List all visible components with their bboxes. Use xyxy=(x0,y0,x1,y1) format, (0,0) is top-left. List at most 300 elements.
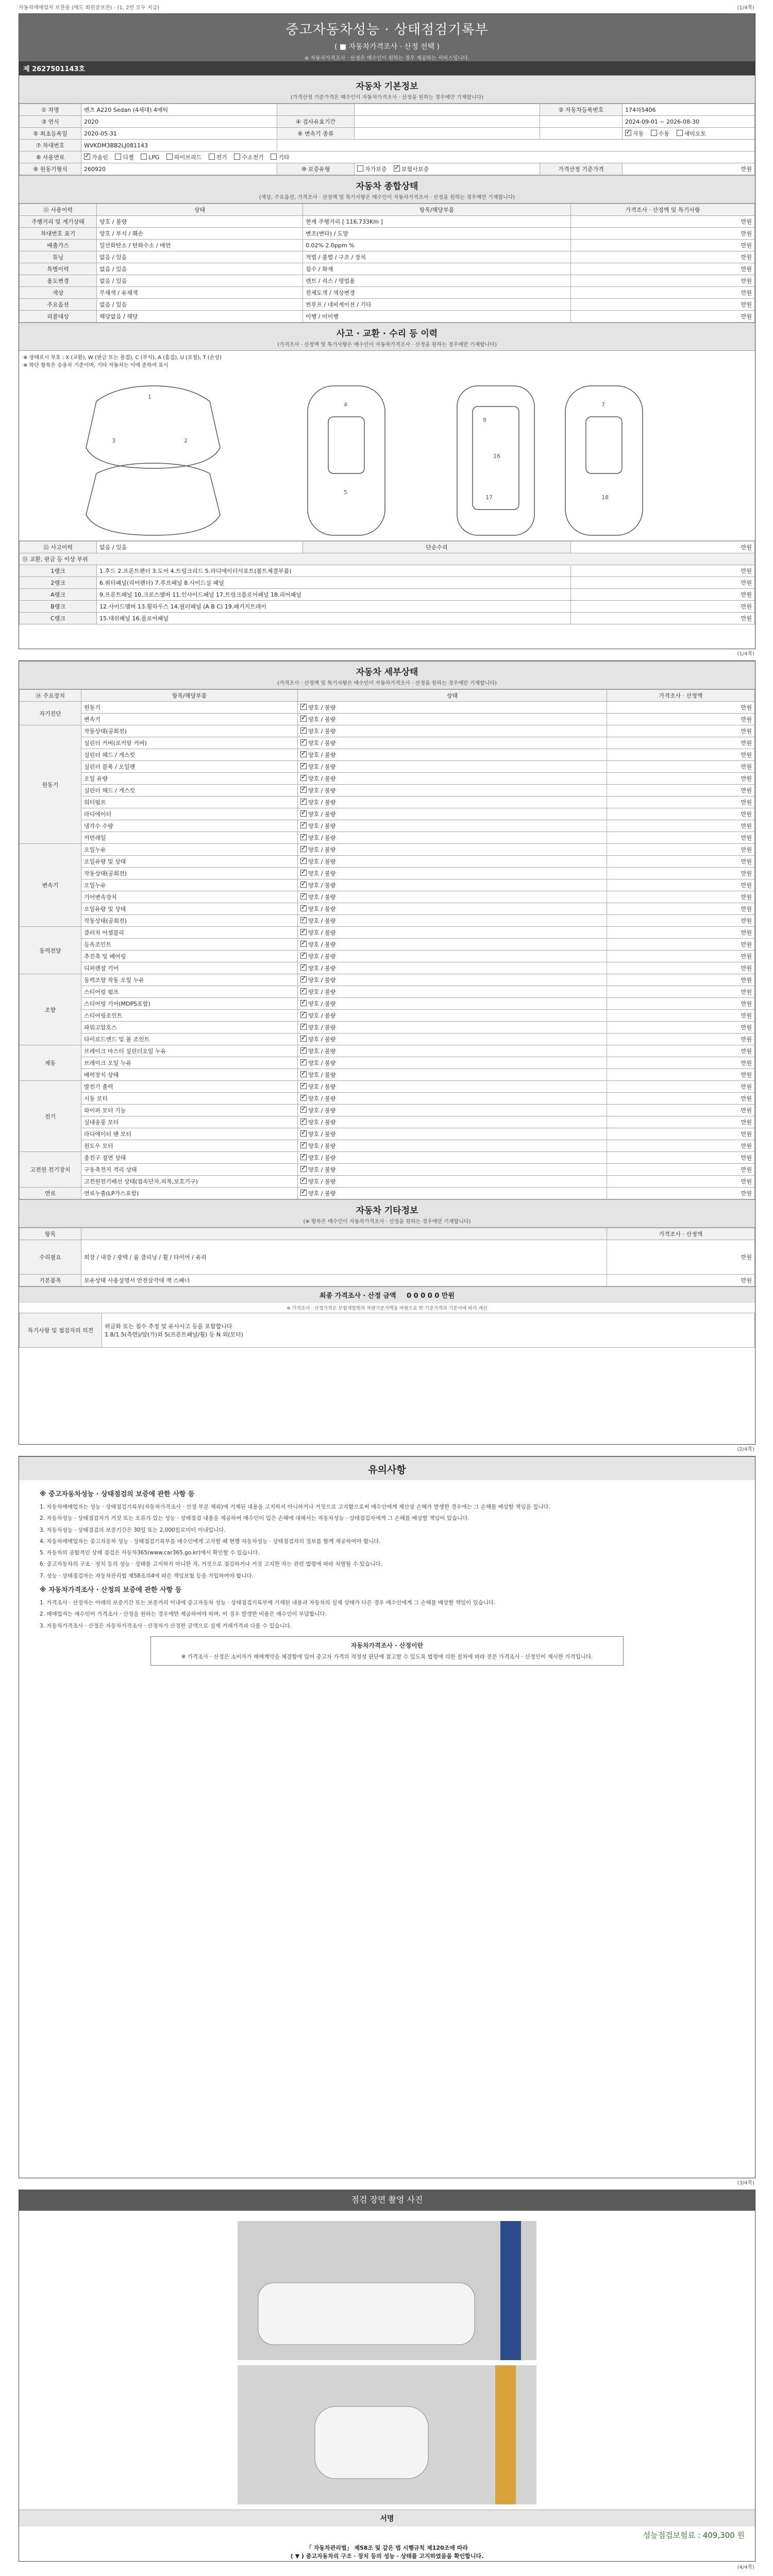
row-state: 양호 / 부식 / 훼손 xyxy=(97,228,303,240)
detail-row xyxy=(20,962,755,974)
detail-state: ✓ 양호 / 불량 xyxy=(298,891,607,903)
detail-item: 실린더 헤드 / 개스킷 xyxy=(81,749,298,761)
detail-price: 만원 xyxy=(607,796,755,808)
row-detail: 썬루프 / 네비게이션 / 기타 xyxy=(303,299,571,311)
notice-title: 유의사항 xyxy=(19,1456,755,1480)
row-state: 없음 / 있음 xyxy=(97,263,303,275)
detail-price: 만원 xyxy=(607,974,755,986)
period: 2024-09-01 ~ 2026-08-30 xyxy=(623,116,755,128)
summary-row xyxy=(20,299,755,311)
checkbox[interactable] xyxy=(300,834,307,840)
parts-items: 12.사이드멤버 13.휠하우스 14.필러패널 (A B C) 19.패키지트레이 xyxy=(97,601,571,613)
summary-row xyxy=(20,311,755,323)
row-detail: 적법 / 불법 / 구조 / 장치 xyxy=(303,251,571,263)
detail-group: 조향 xyxy=(20,974,81,1045)
row-detail: 이행 / 미이행 xyxy=(303,311,571,323)
parts-price: 만원 xyxy=(571,565,755,577)
motor-type: 260920 xyxy=(81,163,277,175)
checkbox[interactable] xyxy=(300,882,307,888)
detail-state: ✓ 양호 / 불량 xyxy=(298,1010,607,1022)
detail-state: ✓ 양호 / 불량 xyxy=(298,1164,607,1176)
detail-state: ✓ 양호 / 불량 xyxy=(298,737,607,749)
row-price: 만원 xyxy=(571,275,755,287)
svg-text:9: 9 xyxy=(483,417,486,423)
detail-state: ✓ 양호 / 불량 xyxy=(298,1128,607,1140)
row-state: 일산화탄소 / 탄화수소 / 매연 xyxy=(97,240,303,251)
row-detail: 0.02% 2.0ppm % xyxy=(303,240,571,251)
detail-price: 만원 xyxy=(607,808,755,820)
detail-item: 실내송풍 모터 xyxy=(81,1116,298,1128)
checkbox[interactable] xyxy=(300,941,307,947)
detail-item: 작동상태(공회전) xyxy=(81,868,298,879)
detail-row xyxy=(20,725,755,737)
checkbox[interactable] xyxy=(300,716,307,722)
checkbox[interactable] xyxy=(300,964,307,971)
detail-price: 만원 xyxy=(607,737,755,749)
page-title: 중고자동차성능 · 상태점검기록부 xyxy=(285,22,489,38)
row-state: 없음 / 있음 xyxy=(97,299,303,311)
checkbox[interactable] xyxy=(357,165,363,172)
checkbox[interactable] xyxy=(300,775,307,781)
detail-price: 만원 xyxy=(607,1176,755,1188)
detail-item: 브레이크 오일 누유 xyxy=(81,1057,298,1069)
checkbox[interactable] xyxy=(394,165,400,172)
checkbox[interactable] xyxy=(300,739,307,745)
summary-title: 자동차 종합상태 xyxy=(19,175,755,193)
inspection-photo-front xyxy=(238,2221,536,2360)
detail-state: ✓ 양호 / 불량 xyxy=(298,927,607,939)
row-label: 튜닝 xyxy=(20,251,97,263)
detail-item: 와이퍼 모터 기능 xyxy=(81,1105,298,1116)
checkbox[interactable] xyxy=(300,810,307,817)
detail-state: ✓ 양호 / 불량 xyxy=(298,773,607,785)
detail-item: 클러치 어셈블리 xyxy=(81,927,298,939)
detail-item: 디퍼렌셜 기어 xyxy=(81,962,298,974)
detail-item: 냉각수 수량 xyxy=(81,820,298,832)
detail-item: 스티어링 기어(MDPS포함) xyxy=(81,998,298,1010)
label: ⑤ 최초등록일 xyxy=(20,128,81,140)
detail-row xyxy=(20,1045,755,1057)
detail-subtitle: (가격조사 · 산정액 및 특기사항은 매수인이 자동차가격조사 · 산정을 원하는 경우에만 기재합니다) xyxy=(19,679,755,689)
checkbox[interactable] xyxy=(300,870,307,876)
detail-state: ✓ 양호 / 불량 xyxy=(298,702,607,714)
transmission-options: ✓ 자동 수동 세미오토 xyxy=(623,128,755,140)
summary-row xyxy=(20,275,755,287)
checkbox[interactable] xyxy=(300,787,307,793)
detail-state: ✓ 양호 / 불량 xyxy=(298,1022,607,1033)
detail-state: ✓ 양호 / 불량 xyxy=(298,808,607,820)
detail-row xyxy=(20,749,755,761)
detail-price: 만원 xyxy=(607,1045,755,1057)
parts-row xyxy=(20,565,755,577)
label: ③ 연식 xyxy=(20,116,81,128)
detail-item: 스티어링 펌프 xyxy=(81,986,298,998)
summary-row xyxy=(20,287,755,299)
row-price: 만원 xyxy=(571,263,755,275)
checkbox[interactable] xyxy=(115,154,121,160)
detail-item: 파워고압호스 xyxy=(81,1022,298,1033)
svg-text:18: 18 xyxy=(601,494,609,501)
price-unit: 만원 xyxy=(623,163,755,175)
detail-state: ✓ 양호 / 불량 xyxy=(298,785,607,796)
detail-state: ✓ 양호 / 불량 xyxy=(298,832,607,844)
detail-item: 배력장치 상태 xyxy=(81,1069,298,1081)
detail-price: 만원 xyxy=(607,844,755,856)
label: ⑩ 보증유형 xyxy=(277,163,355,175)
checkbox[interactable] xyxy=(300,988,307,994)
detail-item: 실린더 커버(로커암 커버) xyxy=(81,737,298,749)
checkbox[interactable] xyxy=(300,1178,307,1184)
checkbox[interactable] xyxy=(300,1107,307,1113)
detail-row xyxy=(20,1022,755,1033)
detail-row xyxy=(20,903,755,915)
checkbox[interactable] xyxy=(625,130,631,136)
detail-item: 구동축전지 격리 상태 xyxy=(81,1164,298,1176)
label: ② 자동차등록번호 xyxy=(540,104,623,116)
row-label: 배출가스 xyxy=(20,240,97,251)
detail-group: 고전원 전기장치 xyxy=(20,1152,81,1188)
accident-legend: ※ 상태표시 부호 : X (교환), W (판금 또는 용접), C (부식), A (흠집), U (요철), T (손상) ※ 하단 항목은 승용차 기준이며, 기타 자동차는 이에 준하여 표시 xyxy=(23,355,222,368)
detail-row xyxy=(20,714,755,725)
detail-row xyxy=(20,1033,755,1045)
detail-row xyxy=(20,1164,755,1176)
row-price: 만원 xyxy=(571,299,755,311)
detail-item: 타이로드엔드 및 볼 조인트 xyxy=(81,1033,298,1045)
detail-price: 만원 xyxy=(607,1128,755,1140)
label: ⑧ 사용연료 xyxy=(20,151,81,163)
title-banner xyxy=(19,14,755,61)
detail-state: ✓ 양호 / 불량 xyxy=(298,915,607,927)
summary-row xyxy=(20,228,755,240)
checkbox[interactable] xyxy=(300,1024,307,1030)
checkbox[interactable] xyxy=(300,1012,307,1018)
checkbox[interactable] xyxy=(300,751,307,757)
checkbox[interactable] xyxy=(300,953,307,959)
svg-text:17: 17 xyxy=(485,494,493,501)
parts-row xyxy=(20,601,755,613)
detail-price: 만원 xyxy=(607,785,755,796)
checkbox[interactable] xyxy=(300,763,307,769)
checkbox[interactable] xyxy=(234,154,240,160)
checkbox[interactable] xyxy=(141,154,147,160)
detail-item: 발전기 출력 xyxy=(81,1081,298,1093)
detail-state: ✓ 양호 / 불량 xyxy=(298,1176,607,1188)
detail-item: 오일누유 xyxy=(81,844,298,856)
detail-item: 연료누출(LP가스포함) xyxy=(81,1188,298,1199)
svg-text:16: 16 xyxy=(493,453,500,460)
notice-paragraph: 7. 성능 · 상태점검자는 자동차관리법 제58조의4에 따른 책임보험 등을 가입하여야 합니다. xyxy=(40,1572,254,1579)
row-label: 색상 xyxy=(20,287,97,299)
checkbox[interactable] xyxy=(300,846,307,852)
summary-row xyxy=(20,216,755,228)
detail-state: ✓ 양호 / 불량 xyxy=(298,1152,607,1164)
parts-row xyxy=(20,577,755,589)
svg-text:7: 7 xyxy=(601,401,605,408)
label: ① 차명 xyxy=(20,104,81,116)
etc-subtitle: (※ 항목은 매수인이 자동차가격조사 · 산정을 원하는 경우에만 기재합니다) xyxy=(19,1217,755,1228)
row-label: 특별이력 xyxy=(20,263,97,275)
notice-paragraph: 2. 자동차성능 · 상태점검자가 거짓 또는 오류가 있는 성능 · 상태점검 내용을 제공하여 매수인이 입은 손해에 대해서는 자동차성능 · 상태점검자에게 그 손해를 배상할 책임이 있습니다. xyxy=(40,1515,469,1522)
parts-rank: 2랭크 xyxy=(20,577,97,589)
detail-price: 만원 xyxy=(607,939,755,951)
detail-state: ✓ 양호 / 불량 xyxy=(298,1140,607,1152)
detail-state: ✓ 양호 / 불량 xyxy=(298,1116,607,1128)
summary-row xyxy=(20,251,755,263)
checkbox[interactable] xyxy=(300,917,307,923)
detail-state: ✓ 양호 / 불량 xyxy=(298,1045,607,1057)
parts-items: 9.프론트패널 10.크로스멤버 11.인사이드패널 17.트렁크플로어패널 18.리어패널 xyxy=(97,589,571,601)
detail-group: 변속기 xyxy=(20,844,81,927)
header-left: 자동차매매업자 보관용 (매도 회원증보관) - (1, 2번 모두 지급) xyxy=(19,5,160,11)
parts-items: 6.쿼터패널(리어펜더) 7.루프패널 8.사이드실 패널 xyxy=(97,577,571,589)
label: 가격산정 기준가격 xyxy=(540,163,623,175)
row-price: 만원 xyxy=(571,251,755,263)
summary-row xyxy=(20,240,755,251)
detail-row xyxy=(20,868,755,879)
detail-price: 만원 xyxy=(607,1152,755,1164)
page-footer: (2/4쪽) xyxy=(737,1447,754,1452)
svg-text:5: 5 xyxy=(344,489,347,496)
detail-row xyxy=(20,796,755,808)
row-label: 주요옵션 xyxy=(20,299,97,311)
page-2 xyxy=(19,660,755,1445)
notice-paragraph: 1. 가격조사 · 산정자는 아래의 보증기간 또는 보증거리 이내에 중고자동차 성능 · 상태점검기록부에 기재된 내용과 자동차의 실제 상태가 다른 경우 매수인에게 그 손해를 배상할 책임이 있습니다. xyxy=(40,1600,496,1606)
detail-row xyxy=(20,808,755,820)
detail-item: 브레이크 마스터 실린더오일 누유 xyxy=(81,1045,298,1057)
detail-state: ✓ 양호 / 불량 xyxy=(298,761,607,773)
detail-state: ✓ 양호 / 불량 xyxy=(298,1033,607,1045)
detail-item: 등속조인트 xyxy=(81,939,298,951)
detail-price: 만원 xyxy=(607,927,755,939)
detail-price: 만원 xyxy=(607,891,755,903)
detail-row xyxy=(20,891,755,903)
detail-state: ✓ 양호 / 불량 xyxy=(298,796,607,808)
checkbox[interactable] xyxy=(300,1130,307,1137)
checkbox[interactable] xyxy=(300,1190,307,1196)
parts-price: 만원 xyxy=(571,577,755,589)
detail-row xyxy=(20,1188,755,1199)
checkbox[interactable] xyxy=(300,976,307,982)
detail-item: 고전원전기배선 상태(접속단자,피복,보호기구) xyxy=(81,1176,298,1188)
detail-state: ✓ 양호 / 불량 xyxy=(298,986,607,998)
detail-item: 오일 유량 xyxy=(81,773,298,785)
detail-price: 만원 xyxy=(607,1105,755,1116)
svg-text:3: 3 xyxy=(112,437,115,444)
basic-info-subtitle: (가격산정 기준가격은 매수인이 자동차가격조사 · 산정을 원하는 경우에만 기재합니다) xyxy=(19,93,755,104)
detail-item: 실린더 헤드 / 개스킷 xyxy=(81,785,298,796)
detail-row xyxy=(20,1140,755,1152)
detail-state: ✓ 양호 / 불량 xyxy=(298,725,607,737)
detail-price: 만원 xyxy=(607,1081,755,1093)
detail-price: 만원 xyxy=(607,820,755,832)
detail-state: ✓ 양호 / 불량 xyxy=(298,951,607,962)
detail-row xyxy=(20,1010,755,1022)
etc-table: 항목 가격조사 · 산정액 수리필요 외장 / 내장 / 광택 / 룸 클리닝 / 휠 / 타이어 / 유리 만원 기본품목 보유상태 사용설명서 안전삼각대 잭 스패너 만원 xyxy=(19,1228,755,1286)
label: ④ 검사유효기간 xyxy=(277,116,355,128)
signature-area: 서명 성능점검보험료 : 409,300 원 「 자동차관리법」 제58조 및 같은 법 시행규칙 제120조에 따라 ( ▼ ) 중고자동차의 구조 · 장치 등의 성능 · 상태를 고지하였음을 확인합니다. xyxy=(19,2510,755,2560)
detail-state: ✓ 양호 / 불량 xyxy=(298,749,607,761)
detail-price: 만원 xyxy=(607,951,755,962)
inspection-photo-rear xyxy=(238,2365,536,2504)
detail-row xyxy=(20,1152,755,1164)
etc-title: 자동차 기타정보 xyxy=(19,1199,755,1217)
row-state: 해당없음 / 해당 xyxy=(97,311,303,323)
row-detail: 현재 주행거리 [ 116,733Km ] xyxy=(303,216,571,228)
row-price: 만원 xyxy=(571,287,755,299)
parts-row xyxy=(20,613,755,624)
reg-number: 174하5406 xyxy=(623,104,755,116)
svg-text:1: 1 xyxy=(148,394,152,400)
detail-state: ✓ 양호 / 불량 xyxy=(298,974,607,986)
checkbox[interactable] xyxy=(300,1036,307,1042)
special-table: 특기사항 및 점검자의 의견 위금화 또는 침수 추정 및 유사사고 등을 포함합니다 1.8/1.5(측면)/앞(가)외 5(프론트패널/휠) 등 N 외(모터) xyxy=(19,1313,755,1348)
accident-title: 사고 · 교환 · 수리 등 이력 xyxy=(19,323,755,340)
parts-price: 만원 xyxy=(571,613,755,624)
top-header xyxy=(19,3,754,11)
checkbox[interactable] xyxy=(209,154,215,160)
price-survey-box: 자동차가격조사 · 산정이란 ※ 가격조사 · 산정은 소비자가 매매계약을 체결함에 있어 중고차 가격의 적정성 판단에 참고할 수 있도록 법령에 의한 절차에 따라 전문 가격조사 · 산정인이 제시한 가격입니다. xyxy=(150,1636,624,1666)
parts-items: 1.후드 2.프론트펜더 3.도어 4.트렁크리드 5.라디에이터서포트(볼트체결부품) xyxy=(97,565,571,577)
parts-header: ⑬ 교환, 판금 등 이상 부위 xyxy=(20,553,755,565)
detail-price: 만원 xyxy=(607,903,755,915)
checkbox[interactable] xyxy=(300,858,307,864)
col-header: 상태 xyxy=(97,204,303,216)
checkbox[interactable] xyxy=(84,154,90,160)
detail-state: ✓ 양호 / 불량 xyxy=(298,844,607,856)
detail-state: ✓ 양호 / 불량 xyxy=(298,1081,607,1093)
checkbox[interactable] xyxy=(300,799,307,805)
notice-body: ※ 중고자동차성능 · 상태점검의 보증에 관한 사항 등 1. 자동차매매업자는 성능 · 상태점검기록부(자동차가격조사 · 산정 부분 제외)에 기재된 내용을 고지하지 아니하거나 거짓으로 고지함으로써 매수인에게 재산상 손해가 발생한 경우에는 그 손해를 배상할 책임을 집니다. 2. 자동차성능 · 상태점검자가 거짓 또는 오류가 있는 성능 · 상태점검 내용을 제공하여 매수인이 입은 손해에 대해서는 자동차성능 · 상태점검자에게 그 손해를 배상할 책임이 있습니다. 3. 자동차성능 · 상태점검의 보증기간은 30일 또는 2,000킬로미터 이내입니다. 4. 자동차매매업자는 중고자동차 성능 · 상태점검기록부를 매수인에게 고지할 때 현행 자동차성능 · 상태점검자의 정보를 함께 제공하여야 합니다. 5. 자동차의 종합적인 상태 점검은 자동차365(www.car365.go.kr)에서 확인할 수 있습니다. 6. 중고자동차의 구조 · 장치 등의 성능 · 상태를 고지하지 아니한 자, 거짓으로 점검하거나 거짓 고지한 자는 관련 법령에 따라 처벌될 수 있습니다. 7. 성능 · 상태점검자는 자동차관리법 제58조의4에 따른 책임보험 등을 가입하여야 합니다. ※ 자동차가격조사 · 산정의 보증에 관한 사항 등 1. 가격조사 · 산정자는 아래의 보증기간 또는 보증거리 이내에 중고자동차 성능 · 상태점검기록부에 기재된 내용과 자동차의 실제 상태가 다른 경우 매수인에게 그 손해를 배상할 책임이 있습니다. 2. 매매업자는 매수인이 가격조사 · 산정을 원하는 경우에만 제공하여야 하며, 이 경우 발생한 비용은 매수인이 부담합니다. 3. 자동차가격조사 · 산정은 자동차가격조사 · 산정자가 산정한 금액으로 실제 거래가격과 다를 수 있습니다. 자동차가격조사 · 산정이란 ※ 가격조사 · 산정은 소비자가 매매계약을 체결함에 있어 중고차 가격의 적정성 판단에 참고할 수 있도록 법령에 의한 절차에 따라 전문 가격조사 · 산정인이 제시한 가격입니다. xyxy=(19,1480,755,1676)
detail-row xyxy=(20,820,755,832)
detail-state: ✓ 양호 / 불량 xyxy=(298,903,607,915)
detail-row xyxy=(20,702,755,714)
detail-state: ✓ 양호 / 불량 xyxy=(298,856,607,868)
checkbox[interactable] xyxy=(300,1059,307,1065)
detail-price: 만원 xyxy=(607,1033,755,1045)
checkbox[interactable] xyxy=(300,1000,307,1006)
notice-paragraph: 5. 자동차의 종합적인 상태 점검은 자동차365(www.car365.go.kr)에서 확인할 수 있습니다. xyxy=(40,1550,260,1556)
detail-price: 만원 xyxy=(607,962,755,974)
parts-row xyxy=(20,589,755,601)
detail-price: 만원 xyxy=(607,773,755,785)
detail-item: 윈도우 모터 xyxy=(81,1140,298,1152)
detail-item: 오일유량 및 상태 xyxy=(81,903,298,915)
checkbox[interactable] xyxy=(300,905,307,911)
detail-price: 만원 xyxy=(607,714,755,725)
insurance-fee: 성능점검보험료 : 409,300 원 xyxy=(643,2531,745,2540)
row-price: 만원 xyxy=(571,216,755,228)
notice-paragraph: 3. 자동차성능 · 상태점검의 보증기간은 30일 또는 2,000킬로미터 이내입니다. xyxy=(40,1527,226,1533)
detail-group: 자기진단 xyxy=(20,702,81,725)
label: ⑨ 원동기형식 xyxy=(20,163,81,175)
checkbox[interactable] xyxy=(300,1118,307,1125)
vin: WVKDM3BB2LJ081143 xyxy=(81,140,277,151)
detail-price: 만원 xyxy=(607,749,755,761)
document-number: 제 2627501143호 xyxy=(19,61,755,75)
checkbox[interactable] xyxy=(300,1071,307,1077)
checkbox[interactable] xyxy=(166,154,173,160)
detail-row xyxy=(20,879,755,891)
detail-row xyxy=(20,974,755,986)
detail-row xyxy=(20,1081,755,1093)
final-note: ※ 가격조사 · 산정가격은 보험개발원의 차량기준가액을 바탕으로 한 기준가격과 기준서에 따라 계산 xyxy=(287,1306,488,1311)
first-reg: 2020-05-31 xyxy=(81,128,277,140)
checkbox[interactable] xyxy=(300,1154,307,1160)
row-state: 없음 / 있음 xyxy=(97,251,303,263)
detail-item: 추진축 및 베어링 xyxy=(81,951,298,962)
detail-price: 만원 xyxy=(607,1116,755,1128)
label: ⑦ 차대번호 xyxy=(20,140,81,151)
detail-item: 원동기 xyxy=(81,702,298,714)
row-label: 리콜대상 xyxy=(20,311,97,323)
detail-row xyxy=(20,1093,755,1105)
checkbox[interactable] xyxy=(651,130,657,136)
checkbox[interactable] xyxy=(271,154,277,160)
detail-price: 만원 xyxy=(607,915,755,927)
detail-group: 동력전달 xyxy=(20,927,81,974)
detail-item: 커먼레일 xyxy=(81,832,298,844)
detail-row xyxy=(20,832,755,844)
checkbox[interactable] xyxy=(300,1166,307,1172)
detail-group: 전기 xyxy=(20,1081,81,1152)
detail-price: 만원 xyxy=(607,832,755,844)
detail-row xyxy=(20,785,755,796)
checkbox[interactable] xyxy=(300,929,307,935)
page-3 xyxy=(19,1456,755,2178)
detail-item: 작동상태(공회전) xyxy=(81,915,298,927)
checkbox[interactable] xyxy=(300,704,307,710)
checkbox[interactable] xyxy=(300,1142,307,1148)
parts-items: 15.대쉬패널 16.플로어패널 xyxy=(97,613,571,624)
checkbox[interactable] xyxy=(300,727,307,734)
detail-item: 스티어링조인트 xyxy=(81,1010,298,1022)
fuel-options: ✓ 가솔린 디젤 LPG 하이브리드 전기 수소전기 기타 xyxy=(81,151,755,163)
detail-price: 만원 xyxy=(607,998,755,1010)
detail-price: 만원 xyxy=(607,1057,755,1069)
page-footer: (4/4쪽) xyxy=(737,2565,754,2570)
row-detail: 변조(변타) / 도말 xyxy=(303,228,571,240)
detail-group: 연료 xyxy=(20,1188,81,1199)
detail-item: 기어변속장치 xyxy=(81,891,298,903)
checkbox[interactable] xyxy=(300,1083,307,1089)
col-header: 가격조사 · 산정액 및 특기사항 xyxy=(571,204,755,216)
checkbox[interactable] xyxy=(300,822,307,828)
detail-row xyxy=(20,844,755,856)
page-footer: (3/4쪽) xyxy=(737,2180,754,2186)
checkbox[interactable] xyxy=(300,893,307,900)
row-state: 무채색 / 유채색 xyxy=(97,287,303,299)
row-label: 주행거리 및 계기상태 xyxy=(20,216,97,228)
row-price: 만원 xyxy=(571,311,755,323)
page-4 xyxy=(19,2190,755,2562)
svg-text:4: 4 xyxy=(344,401,347,408)
page-1 xyxy=(19,13,755,649)
detail-row xyxy=(20,761,755,773)
accident-subtitle: (가격조사 · 산정액 및 특기사항은 매수인이 자동차가격조사 · 산정을 원하는 경우에만 기재합니다) xyxy=(19,340,755,351)
checkbox[interactable] xyxy=(300,1095,307,1101)
car-photo-icon xyxy=(238,2221,536,2360)
row-detail: 렌트 / 리스 / 영업용 xyxy=(303,275,571,287)
row-detail: 전체도색 / 색상변경 xyxy=(303,287,571,299)
row-label: 용도변경 xyxy=(20,275,97,287)
detail-state: ✓ 양호 / 불량 xyxy=(298,939,607,951)
row-label: 차대번호 표기 xyxy=(20,228,97,240)
checkbox[interactable] xyxy=(300,1047,307,1054)
checkbox[interactable] xyxy=(677,130,683,136)
car-name: 벤츠 A220 Sedan (4세대) 4매틱 xyxy=(81,104,277,116)
detail-row xyxy=(20,1128,755,1140)
detail-row xyxy=(20,986,755,998)
